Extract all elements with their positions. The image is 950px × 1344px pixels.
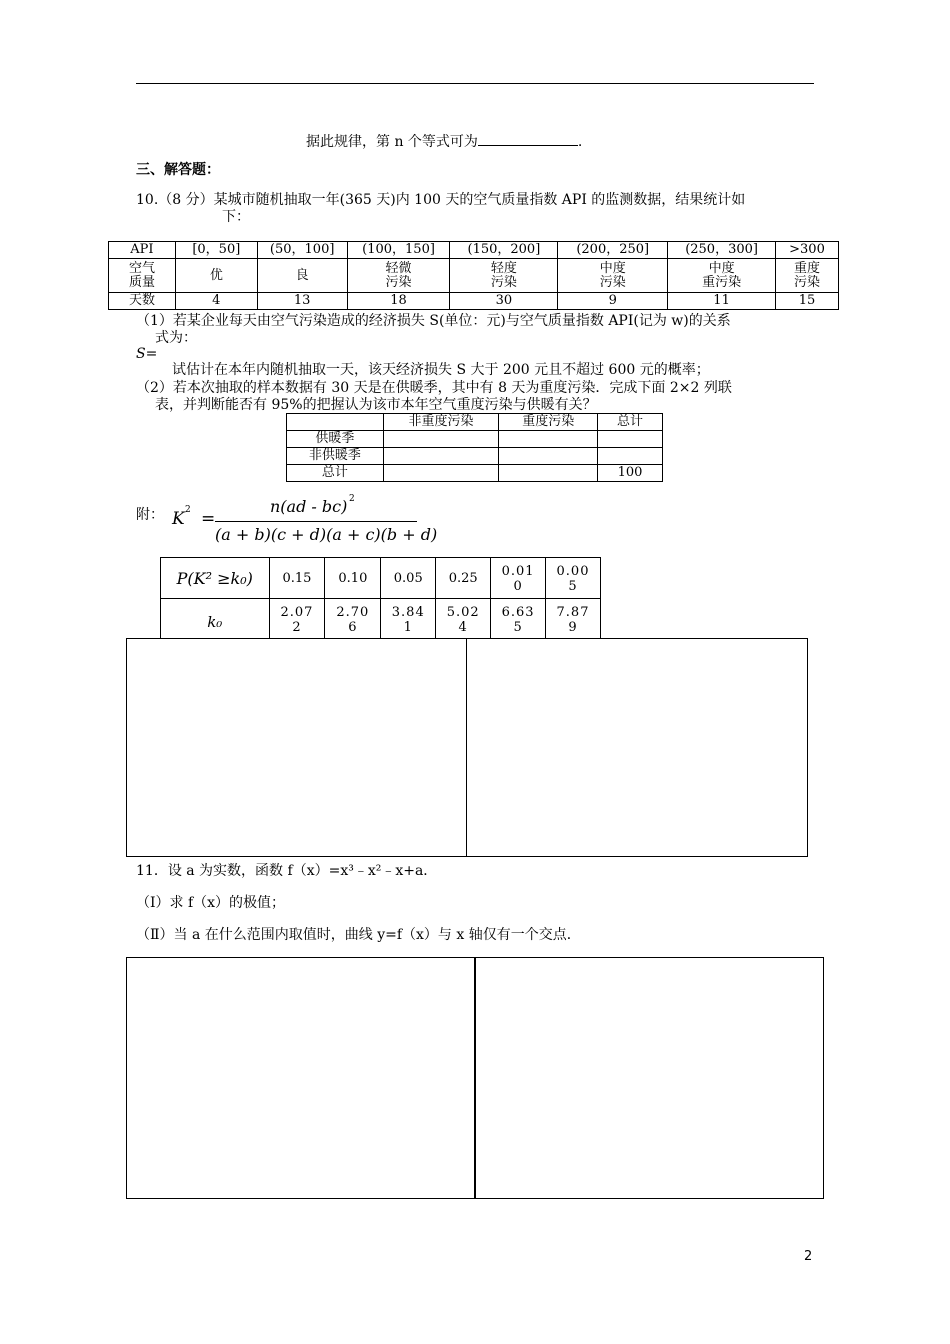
api-range-cell: [0，50] — [175, 242, 257, 259]
k2-formula — [172, 494, 438, 549]
quality-cell — [347, 259, 450, 293]
days-cell: 30 — [450, 293, 558, 310]
quality-text: 良 — [295, 267, 309, 283]
api-row-label: API — [109, 242, 176, 259]
k-value-cell — [546, 599, 601, 640]
quality-text: 污染 — [599, 274, 626, 290]
q11-part2: （Ⅱ）当 a 在什么范围内取值时，曲线 y=f（x）与 x 轴仅有一个交点． — [136, 927, 581, 943]
answer-box-right[interactable] — [466, 638, 808, 857]
answer-box-right[interactable] — [474, 957, 824, 1199]
k-value: 2.706 — [336, 605, 370, 635]
quality-cell — [175, 259, 257, 293]
q10-intro-line2: 下： — [222, 209, 250, 225]
days-cell: 18 — [347, 293, 450, 310]
k-value: 5.024 — [446, 605, 480, 635]
appendix-label: 附： — [136, 507, 164, 523]
critical-table-clip — [160, 557, 602, 639]
quality-cell — [668, 259, 776, 293]
api-range-cell: (50，100] — [257, 242, 347, 259]
q11-part1: （Ⅰ）求 f（x）的极值； — [136, 895, 286, 911]
header-rule — [136, 83, 814, 84]
p-value-wrapped: 0.005 — [556, 564, 590, 592]
fraction-bar — [215, 521, 417, 522]
contingency-cell[interactable] — [598, 448, 663, 465]
p-value-cell — [491, 558, 546, 599]
k-value: 6.635 — [501, 605, 535, 635]
quality-row-label — [109, 259, 176, 293]
q11-line1: 11．设 a 为实数，函数 f（x）=x³﹣x²﹣x+a． — [136, 863, 438, 879]
quality-text: 重污染 — [702, 274, 742, 290]
contingency-cell[interactable] — [383, 448, 499, 465]
quality-text: 中度 — [708, 260, 735, 276]
contingency-cell[interactable] — [383, 465, 499, 482]
quality-text: 重度 — [793, 260, 820, 276]
formula-denominator: (a + b)(c + d)(a + c)(b + d) — [215, 525, 438, 544]
contingency-cell[interactable] — [499, 465, 598, 482]
q10-part1-line2: 式为： — [155, 330, 197, 346]
k-value-cell — [491, 599, 546, 640]
api-table — [108, 241, 839, 310]
section-title: 三、解答题： — [136, 162, 220, 178]
quality-cell — [776, 259, 839, 293]
contingency-header: 重度污染 — [499, 414, 598, 431]
quality-label-l2: 质量 — [128, 274, 155, 290]
contingency-row-label: 总计 — [287, 465, 384, 482]
p-value-wrapped: 0.010 — [501, 564, 535, 592]
k-value-cell — [381, 599, 436, 640]
quality-text: 污染 — [793, 274, 820, 290]
days-row-label: 天数 — [109, 293, 176, 310]
contingency-row — [287, 465, 663, 482]
days-row — [109, 293, 839, 310]
p-value-cell: 0.05 — [381, 558, 436, 599]
api-range-cell: (150，200] — [450, 242, 558, 259]
answer-box-left[interactable] — [126, 638, 468, 857]
contingency-row — [287, 448, 663, 465]
quality-label-l1: 空气 — [128, 260, 155, 276]
days-cell: 4 — [175, 293, 257, 310]
days-cell: 11 — [668, 293, 776, 310]
quality-text: 污染 — [385, 274, 412, 290]
api-range-cell: (200，250] — [558, 242, 668, 259]
quality-text: 轻微 — [385, 260, 412, 276]
p-row-label: P(K² ≥k₀) — [161, 558, 270, 599]
q10-part2-line1: （2）若本次抽取的样本数据有 30 天是在供暖季，其中有 8 天为重度污染．完成下面 2×2 列联 — [136, 380, 732, 396]
contingency-header-row — [287, 414, 663, 431]
api-row — [109, 242, 839, 259]
formula-eq: = — [201, 509, 216, 529]
contingency-header: 总计 — [598, 414, 663, 431]
contingency-row-label: 非供暖季 — [287, 448, 384, 465]
contingency-cell[interactable] — [499, 431, 598, 448]
q10-part1-line1: （1）若某企业每天由空气污染造成的经济损失 S(单位：元)与空气质量指数 API(记为 w)的关系 — [136, 313, 731, 329]
contingency-cell: 100 — [598, 465, 663, 482]
q10-intro-line1: 10.（8 分）某城市随机抽取一年(365 天)内 100 天的空气质量指数 API 的监测数据，结果统计如 — [136, 192, 746, 208]
k-row — [161, 599, 601, 640]
page-number: 2 — [804, 1249, 813, 1264]
days-cell: 15 — [776, 293, 839, 310]
k-value-cell — [436, 599, 491, 640]
prev-question-text: 据此规律，第 n 个等式可为 — [306, 134, 478, 150]
p-value-cell — [546, 558, 601, 599]
prev-question-tail — [306, 131, 582, 151]
quality-cell — [257, 259, 347, 293]
critical-value-table — [160, 557, 601, 639]
answer-box-left[interactable] — [126, 957, 476, 1199]
q10-part1-s: S= — [136, 346, 158, 362]
quality-text: 污染 — [490, 274, 517, 290]
p-value-cell: 0.10 — [325, 558, 381, 599]
formula-numerator: n(ad - bc) — [270, 497, 348, 516]
q10-part2-line2: 表，并判断能否有 95%的把握认为该市本年空气重度污染与供暖有关？ — [155, 397, 597, 413]
k-value-cell — [269, 599, 325, 640]
quality-text: 中度 — [599, 260, 626, 276]
prev-question-end: . — [577, 134, 583, 150]
days-cell: 13 — [257, 293, 347, 310]
contingency-cell[interactable] — [383, 431, 499, 448]
p-row — [161, 558, 601, 599]
p-value-cell: 0.25 — [436, 558, 491, 599]
api-range-cell: >300 — [776, 242, 839, 259]
formula-lhs: K — [172, 509, 185, 529]
formula-num-exp: 2 — [349, 494, 355, 504]
contingency-header — [287, 414, 384, 431]
quality-cell — [450, 259, 558, 293]
k-value-cell — [325, 599, 381, 640]
contingency-cell[interactable] — [499, 448, 598, 465]
q10-part1-line3: 试估计在本年内随机抽取一天，该天经济损失 S 大于 200 元且不超过 600 元的概率； — [172, 362, 710, 378]
api-range-cell: (250，300] — [668, 242, 776, 259]
api-range-cell: (100，150] — [347, 242, 450, 259]
k-row-label: k₀ — [161, 599, 270, 640]
k-value: 7.879 — [556, 605, 590, 635]
contingency-cell[interactable] — [598, 431, 663, 448]
answer-blank[interactable] — [478, 131, 578, 146]
k-value: 2.072 — [280, 605, 314, 635]
formula-lhs-exp: 2 — [185, 505, 191, 515]
contingency-row-label: 供暖季 — [287, 431, 384, 448]
contingency-table — [286, 413, 663, 482]
quality-row — [109, 259, 839, 293]
quality-text: 轻度 — [490, 260, 517, 276]
k-value: 3.841 — [391, 605, 425, 635]
quality-text: 优 — [209, 267, 223, 283]
contingency-header: 非重度污染 — [383, 414, 499, 431]
contingency-row — [287, 431, 663, 448]
p-value-cell: 0.15 — [269, 558, 325, 599]
quality-cell — [558, 259, 668, 293]
days-cell: 9 — [558, 293, 668, 310]
